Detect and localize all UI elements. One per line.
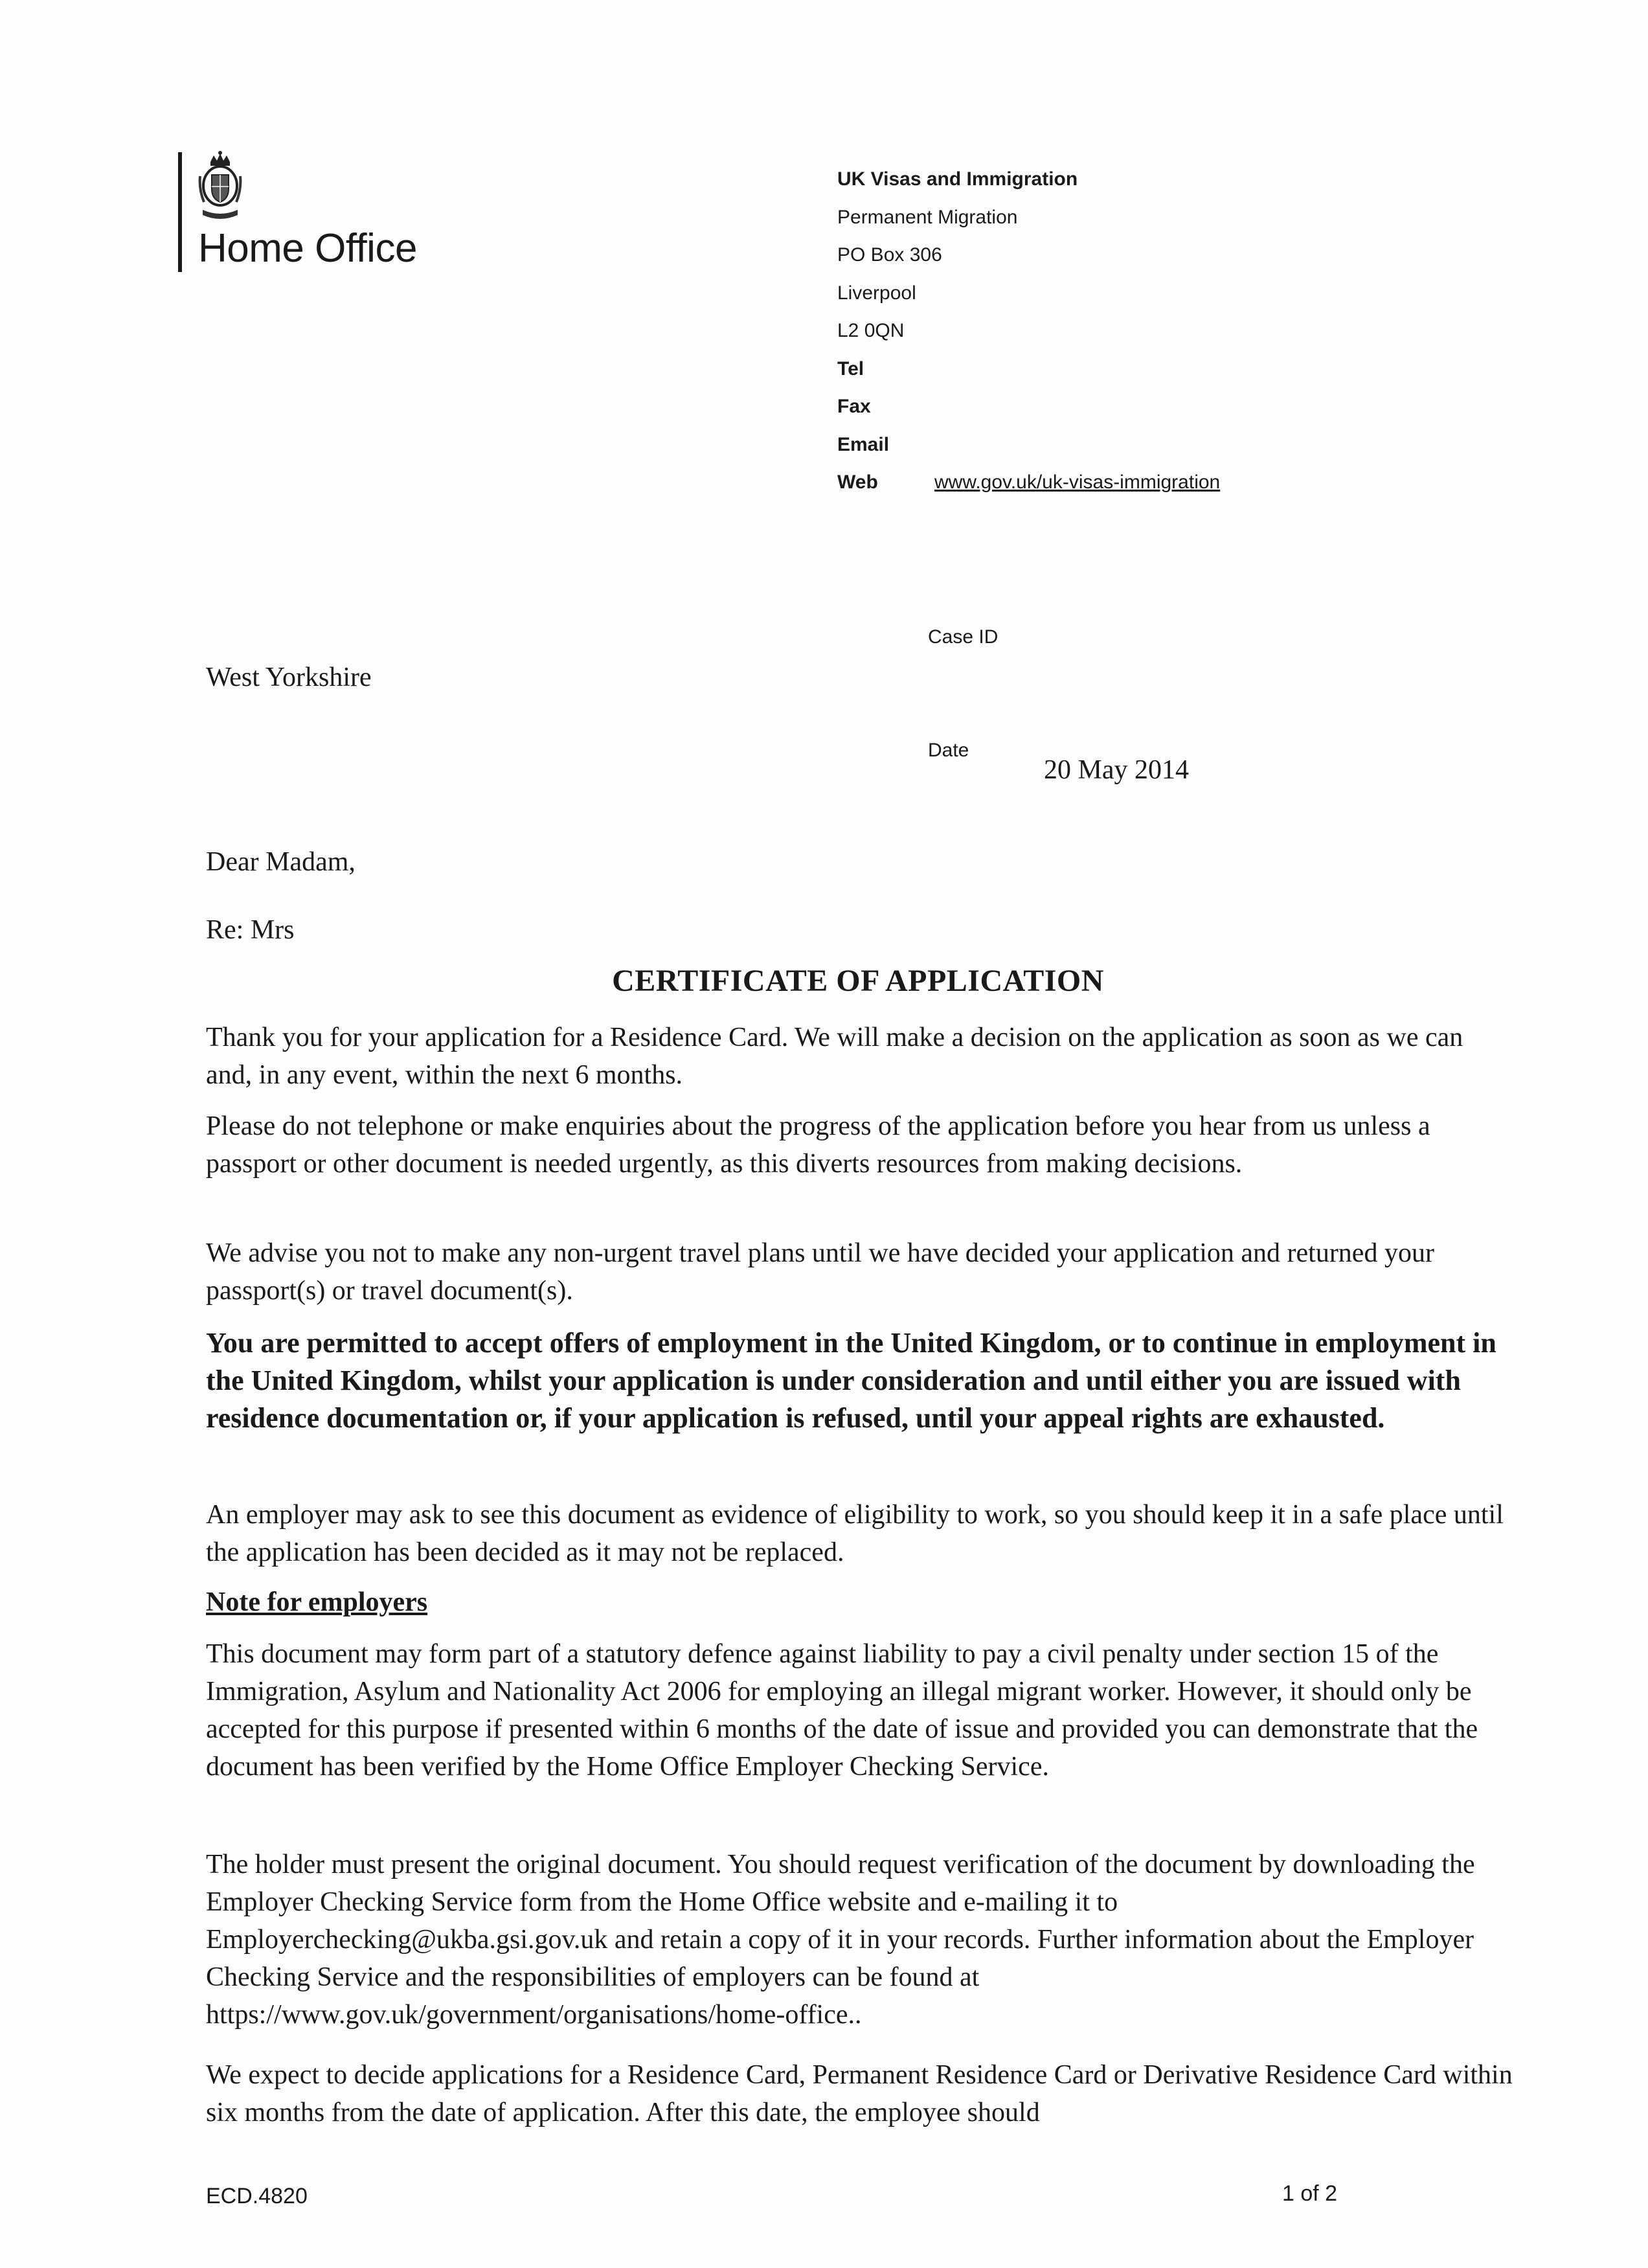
recipient-county: West Yorkshire: [206, 663, 372, 692]
note-for-employers-heading: Note for employers: [206, 1587, 428, 1617]
paragraph-decision-timeline: Thank you for your application for a Residence Card. We will make a decision on the application as soon as we can and, in any event, within the next 6 months.: [206, 1023, 1463, 1090]
paragraph-statutory-defence: This document may form part of a statutory defence against liability to pay a civil penalty under section 15 of the Immigration, Asylum and Nationality Act 2006 for employing an illegal migrant worker. However, it should only be accepted for this purpose if presented within 6 months of the date of issue and provided you can demonstrate that the document has been verified by the Home Office Employer Checking Service.: [206, 1639, 1478, 1782]
royal-crest-icon: [198, 150, 243, 225]
paragraph-verification: The holder must present the original document. You should request verification of the document by downloading the Employer Checking Service form from the Home Office website and e-mailing it to Employerchecking@ukba.gsi.gov.uk and retain a copy of it in your records. Further information about the Employer Checking Service and the responsibilities of employers can be found at https://www.gov.uk/government/organisations/home-office..: [206, 1850, 1475, 2030]
sender-web-row: [837, 464, 1220, 502]
fax-label: Fax: [837, 396, 871, 417]
paragraph-employment-permission: You are permitted to accept offers of employment in the United Kingdom, or to continue in employment in the United Kingdom, whilst your application is under consideration and until either you are issued with residence documentation or, if your application is refused, until your appeal rights are exhausted.: [206, 1327, 1496, 1434]
case-id-label: Case ID: [928, 626, 999, 648]
sender-tel-row: [837, 350, 1220, 389]
date-value: 20 May 2014: [1044, 755, 1189, 785]
paragraph-evidence-of-eligibility: An employer may ask to see this document as evidence of eligibility to work, so you should keep it in a safe place until the application has been decided as it may not be replaced.: [206, 1500, 1504, 1567]
logo-divider-bar: [178, 152, 182, 272]
sender-city: Liverpool: [837, 282, 916, 304]
salutation: Dear Madam,: [206, 847, 356, 877]
web-label: Web: [837, 471, 878, 493]
paragraph-no-enquiries: Please do not telephone or make enquiries about the progress of the application before you hear from us unless a passport or other document is needed urgently, as this diverts resources from making decisions.: [206, 1111, 1430, 1179]
footer-reference: ECD.4820: [206, 2184, 308, 2208]
email-label: Email: [837, 433, 890, 455]
sender-po-box: PO Box 306: [837, 244, 942, 266]
footer-page-number: 1 of 2: [1282, 2181, 1338, 2206]
sender-department: Permanent Migration: [837, 206, 1018, 228]
document-title: CERTIFICATE OF APPLICATION: [612, 964, 1104, 998]
paragraph-travel-advice: We advise you not to make any non-urgent travel plans until we have decided your application and returned your passport(s) or travel document(s).: [206, 1238, 1434, 1306]
sender-fax-row: [837, 388, 1220, 426]
sender-email-row: [837, 426, 1220, 464]
re-line: Re: Mrs: [206, 915, 295, 945]
sender-postcode: L2 0QN: [837, 320, 905, 341]
sender-organisation: UK Visas and Immigration: [837, 168, 1078, 190]
tel-label: Tel: [837, 357, 864, 380]
date-label: Date: [928, 740, 969, 761]
sender-address-block: [837, 161, 1220, 502]
home-office-logo-text: Home Office: [198, 226, 417, 271]
paragraph-decision-period: We expect to decide applications for a Residence Card, Permanent Residence Card or Derivative Residence Card within six months from the date of application. After this date, the employee should: [206, 2060, 1513, 2127]
web-link[interactable]: www.gov.uk/uk-visas-immigration: [934, 471, 1221, 493]
